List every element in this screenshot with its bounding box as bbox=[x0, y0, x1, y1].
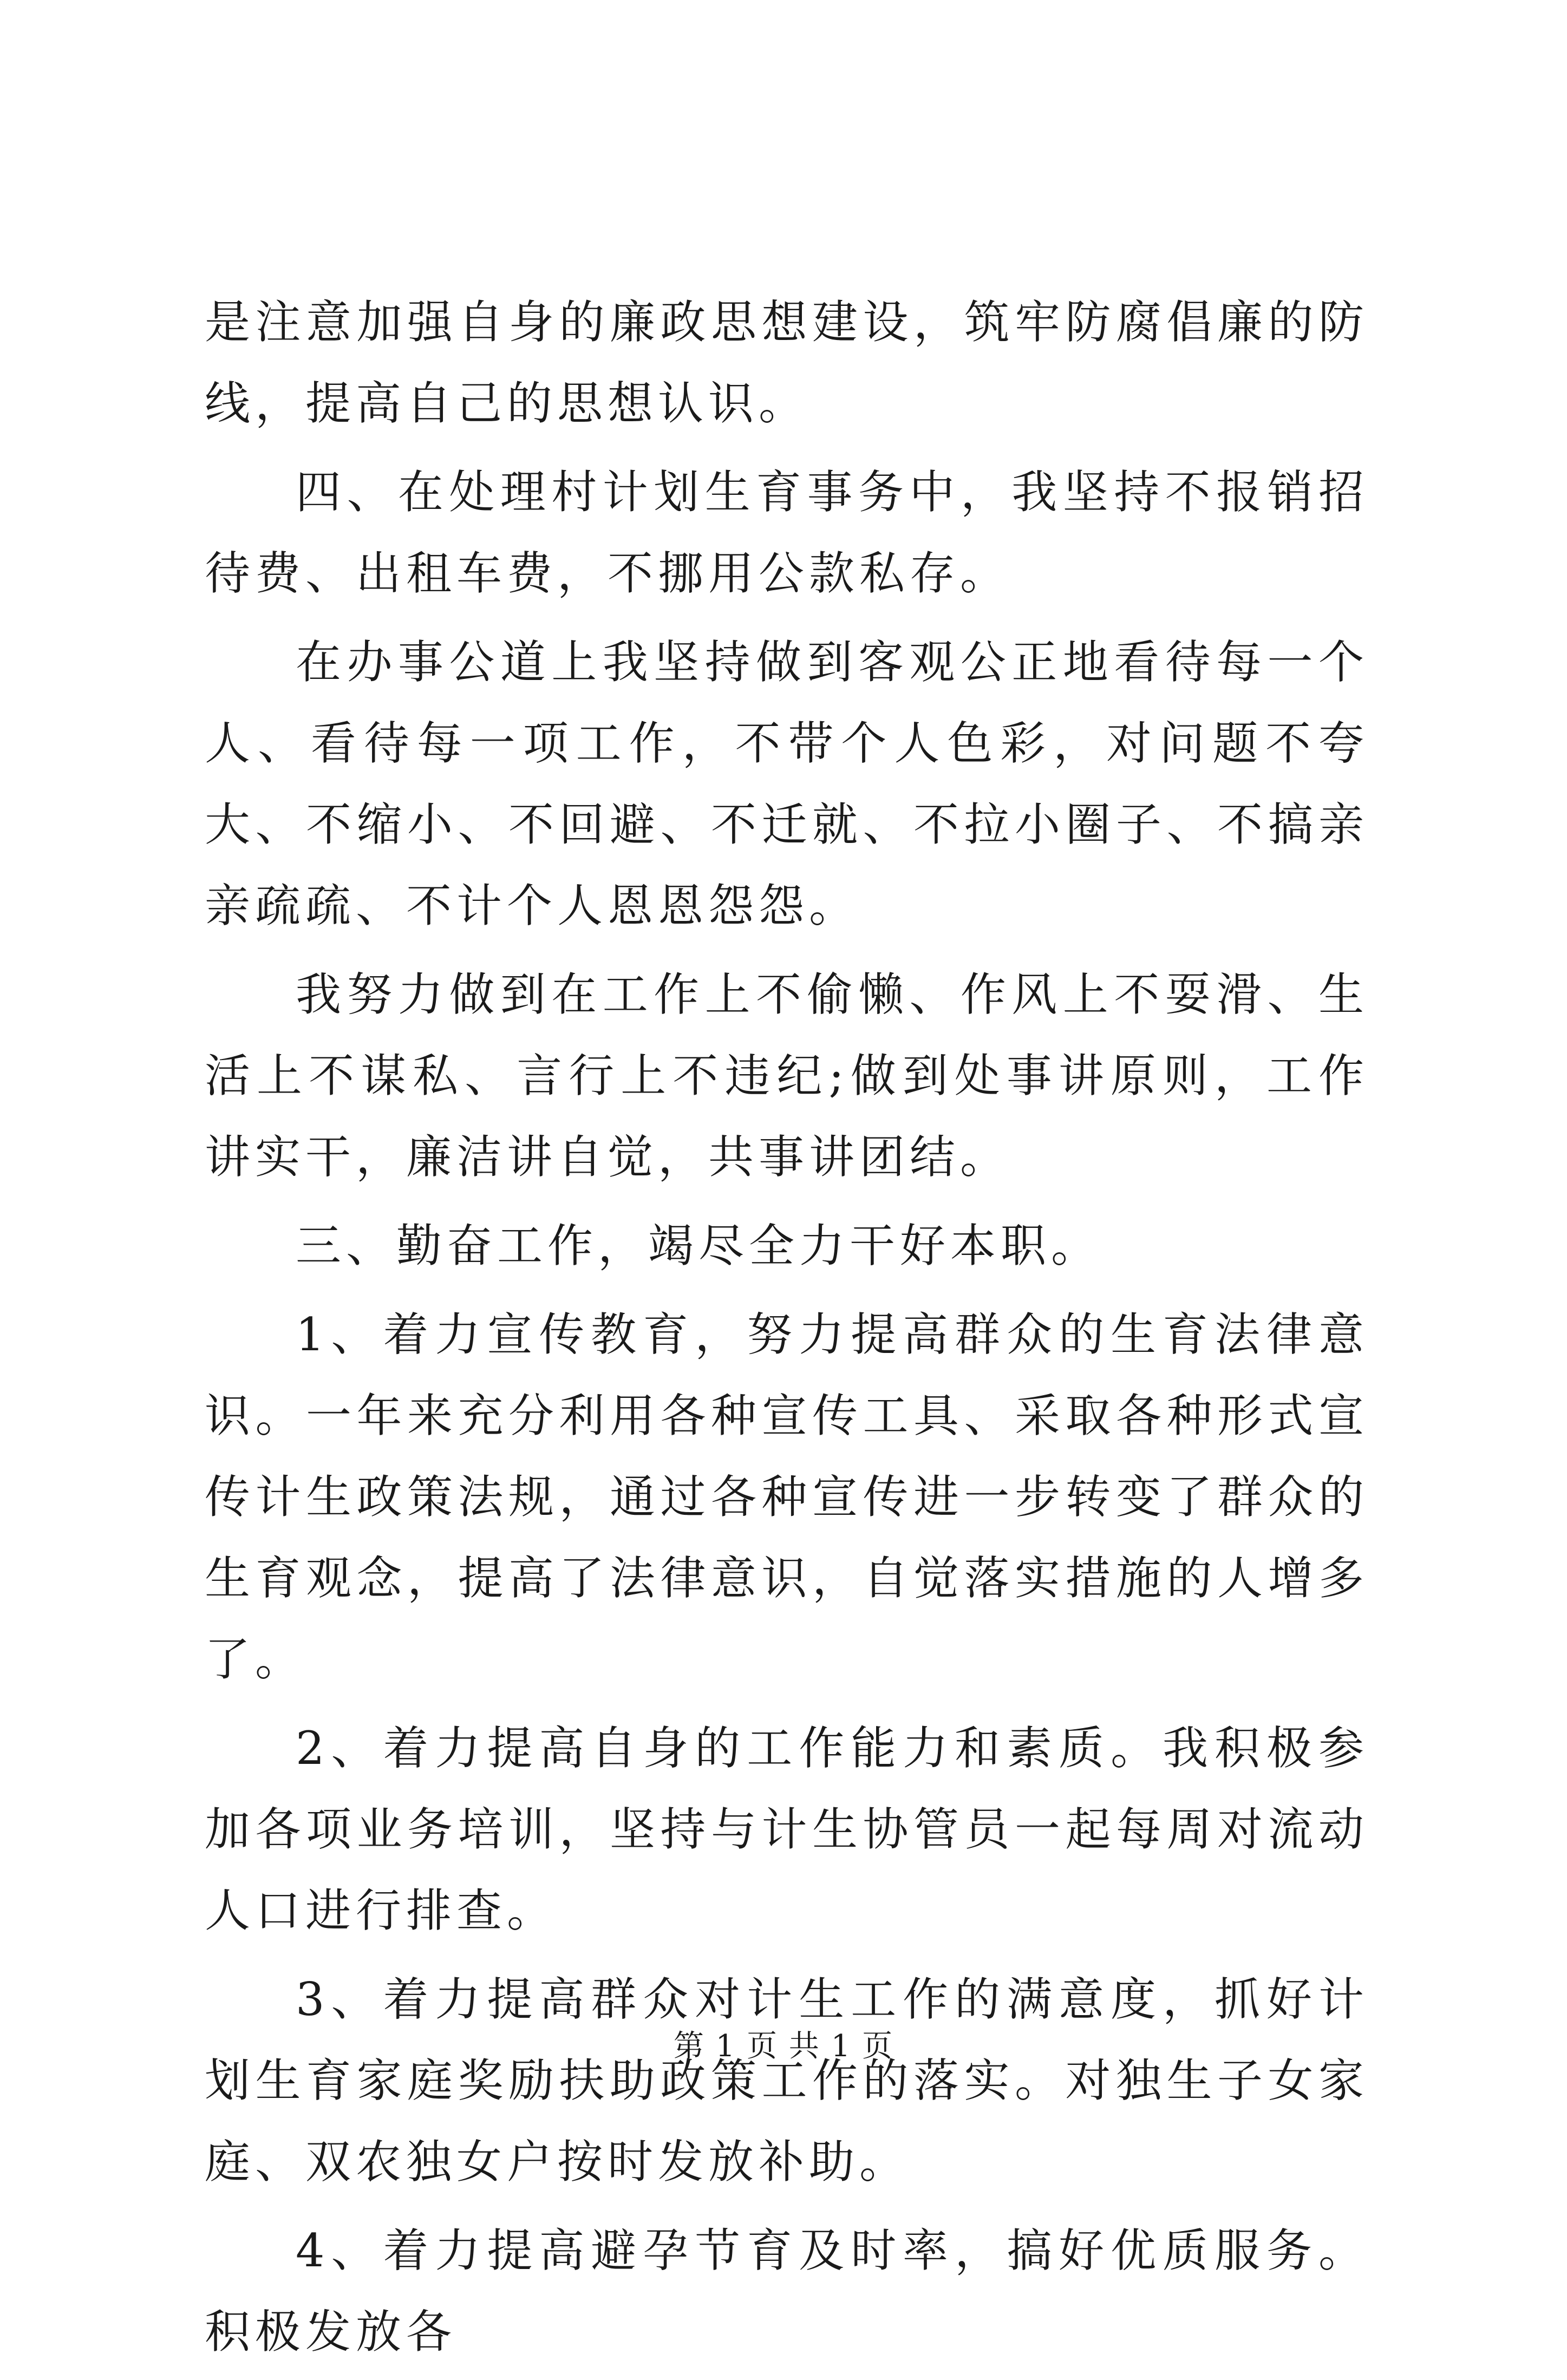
paragraph-fairness: 在办事公道上我坚持做到客观公正地看待每一个人、看待每一项工作，不带个人色彩，对问题不夸大、不缩小、不回避、不迁就、不拉小圈子、不搞亲亲疏疏、不计个人恩恩怨怨。 bbox=[205, 636, 1369, 932]
paragraph-point-3: 3、着力提高群众对计生工作的满意度，抓好计划生育家庭奖励扶助政策工作的落实。对独生子女家庭、双农独女户按时发放补助。 bbox=[205, 1973, 1369, 2188]
paragraph-item-four: 四、在处理村计划生育事务中，我坚持不报销招待费、出租车费，不挪用公款私存。 bbox=[205, 466, 1369, 600]
paragraph-conduct: 我努力做到在工作上不偷懒、作风上不耍滑、生活上不谋私、言行上不违纪;做到处事讲原则，工作讲实干，廉洁讲自觉，共事讲团结。 bbox=[205, 968, 1369, 1184]
paragraph-point-4: 4、着力提高避孕节育及时率，搞好优质服务。积极发放各 bbox=[205, 2224, 1369, 2358]
paragraph-point-1: 1、着力宣传教育，努力提高群众的生育法律意识。一年来充分利用各种宣传工具、采取各种形式宣传计生政策法规，通过各种宣传进一步转变了群众的生育观念，提高了法律意识，自觉落实措施的人增多了。 bbox=[205, 1308, 1369, 1686]
paragraph-continuation: 是注意加强自身的廉政思想建设，筑牢防腐倡廉的防线，提高自己的思想认识。 bbox=[205, 296, 1369, 430]
paragraph-point-2: 2、着力提高自身的工作能力和素质。我积极参加各项业务培训，坚持与计生协管员一起每周对流动人口进行排查。 bbox=[205, 1722, 1369, 1937]
section-heading-three: 三、勤奋工作，竭尽全力干好本职。 bbox=[296, 1219, 1102, 1272]
page-footer: 第 1 页 共 1 页 bbox=[673, 2029, 894, 2064]
